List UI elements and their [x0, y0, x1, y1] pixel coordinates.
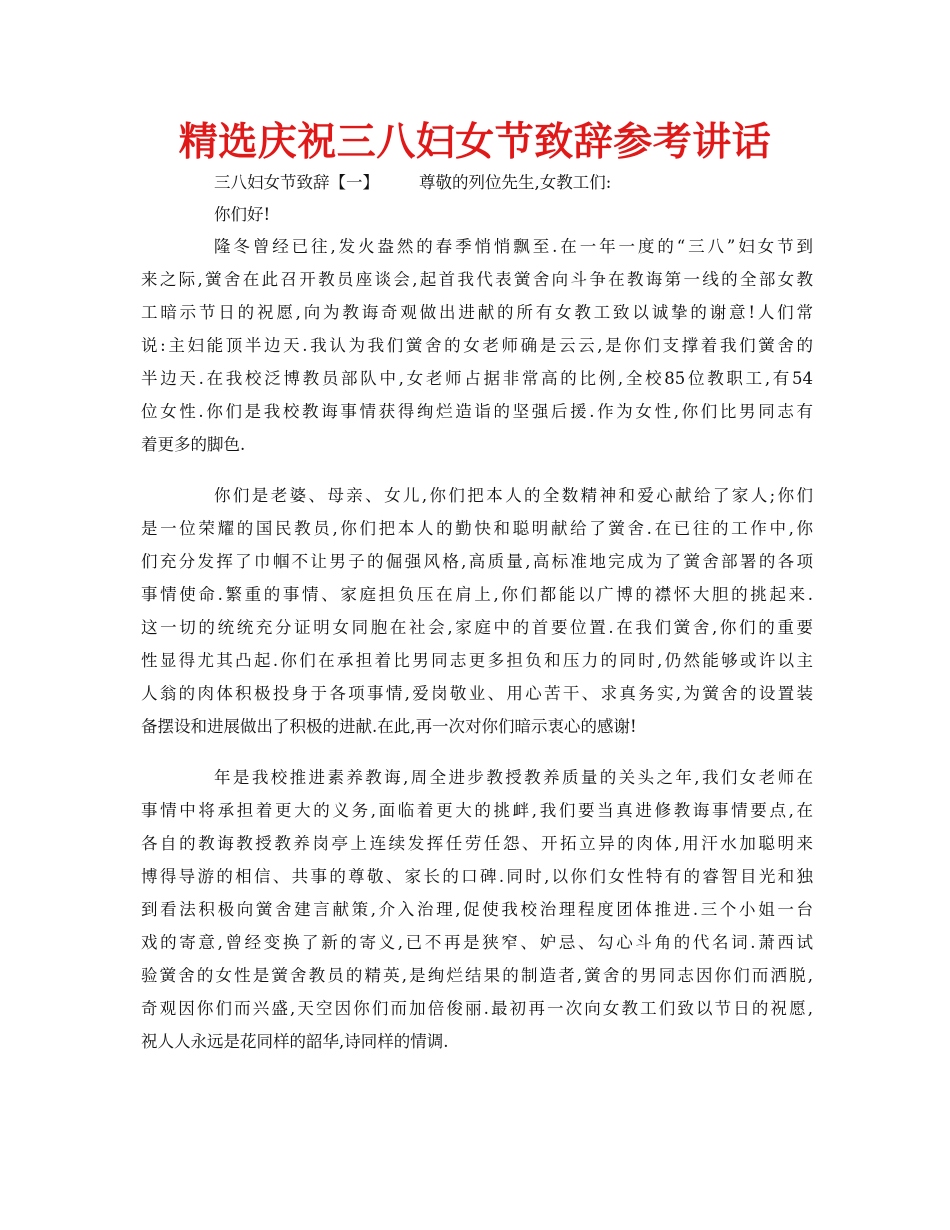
paragraph-3-line: 年是我校推进素养教诲,周全进步教授教养质量的关头之年,我们女老师在: [214, 768, 813, 787]
paragraph-3-line: 祝人人永远是花同样的韶华,诗同样的情调.: [141, 1032, 449, 1051]
paragraph-1-line: 说:主妇能顶半边天.我认为我们黉舍的女老师确是云云,是你们支撑着我们黉舍的: [141, 336, 813, 355]
paragraph-3-line: 博得导游的相信、共事的尊敬、家长的口碑.同时,以你们女性特有的睿智目光和独: [141, 867, 813, 886]
paragraph-1-line: 半边天.在我校泛博教员部队中,女老师占据非常高的比例,全校85位教职工,有54: [141, 369, 813, 388]
paragraph-1-line: 来之际,黉舍在此召开教员座谈会,起首我代表黉舍向斗争在教诲第一线的全部女教: [141, 270, 813, 289]
paragraph-1-line: 位女性.你们是我校教诲事情获得绚烂造诣的坚强后援.作为女性,你们比男同志有: [141, 402, 813, 421]
document-title: 精选庆祝三八妇女节致辞参考讲话: [178, 120, 772, 165]
paragraph-1-line: 隆冬曾经已往,发火盎然的春季悄悄飘至.在一年一度的“三八”妇女节到: [214, 237, 813, 256]
paragraph-3-line: 各自的教诲教授教养岗亭上连续发挥任劳任怨、开拓立异的肉体,用汗水加聪明来: [141, 834, 813, 853]
paragraph-2-line: 备摆设和进展做出了积极的进献.在此,再一次对你们暗示衷心的感谢!: [141, 717, 637, 736]
paragraph-3-line: 验黉舍的女性是黉舍教员的精英,是绚烂结果的制造者,黉舍的男同志因你们而洒脱,: [141, 966, 813, 985]
greeting: 你们好!: [214, 205, 271, 224]
paragraph-2-line: 们充分发挥了巾帼不让男子的倔强风格,高质量,高标准地完成为了黉舍部署的各项: [141, 552, 813, 571]
paragraph-2-line: 你们是老婆、母亲、女儿,你们把本人的全数精神和爱心献给了家人;你们: [214, 486, 813, 505]
paragraph-3-line: 戏的寄意,曾经变换了新的寄义,已不再是狭窄、妒忌、勾心斗角的代名词.萧西试: [141, 933, 813, 952]
salutation: 尊敬的列位先生,女教工们:: [419, 173, 612, 192]
paragraph-3-line: 奇观因你们而兴盛,天空因你们而加倍俊丽.最初再一次向女教工们致以节日的祝愿,: [141, 999, 813, 1018]
subtitle-line: [214, 172, 611, 194]
paragraph-3-line: 到看法积极向黉舍建言献策,介入治理,促使我校治理程度团体推进.三个小姐一台: [141, 900, 813, 919]
paragraph-2-line: 事情使命.繁重的事情、家庭担负压在肩上,你们都能以广博的襟怀大胆的挑起来.: [141, 585, 813, 604]
paragraph-1-line: 着更多的脚色.: [141, 435, 246, 454]
paragraph-1-line: 工暗示节日的祝愿,向为教诲奇观做出进献的所有女教工致以诚挚的谢意!人们常: [141, 303, 813, 322]
section-heading: 三八妇女节致辞【一】: [214, 173, 379, 192]
paragraph-2-line: 是一位荣耀的国民教员,你们把本人的勤快和聪明献给了黉舍.在已往的工作中,你: [141, 519, 813, 538]
paragraph-2-line: 人翁的肉体积极投身于各项事情,爱岗敬业、用心苦干、求真务实,为黉舍的设置装: [141, 684, 813, 703]
paragraph-2-line: 性显得尤其凸起.你们在承担着比男同志更多担负和压力的同时,仍然能够或许以主: [141, 651, 813, 670]
paragraph-2-line: 这一切的统统充分证明女同胞在社会,家庭中的首要位置.在我们黉舍,你们的重要: [141, 618, 813, 637]
paragraph-3-line: 事情中将承担着更大的义务,面临着更大的挑衅,我们要当真进修教诲事情要点,在: [141, 801, 813, 820]
